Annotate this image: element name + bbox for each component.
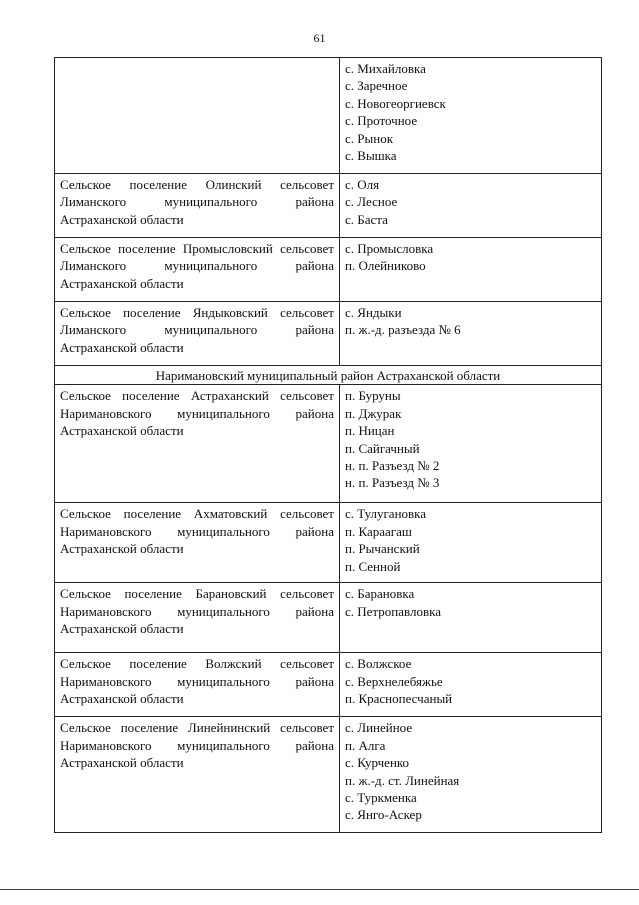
- table-row: [55, 238, 602, 302]
- locality-item: с. Заречное: [345, 78, 408, 94]
- locality-item: п. ж.-д. разъезда № 6: [345, 322, 461, 338]
- settlement-name: Сельское поселение Яндыковский сельсовет Лиманского муниципального района Астраханской области: [55, 302, 340, 366]
- region-header-row: [55, 366, 602, 385]
- table-row: [55, 653, 602, 717]
- locality-item: с. Новогеоргиевск: [345, 95, 446, 111]
- table-row: [55, 717, 602, 833]
- locality-item: п. ж.-д. ст. Линейная: [345, 772, 460, 788]
- locality-item: с. Михайловка: [345, 61, 426, 76]
- locality-item: п. Рычанский: [345, 541, 420, 557]
- settlement-name: Сельское поселение Астраханский сельсовет Наримановского муниципального района Астраханской области: [55, 385, 340, 503]
- locality-item: с. Рынок: [345, 130, 394, 146]
- localities-cell: [340, 653, 602, 717]
- locality-item: с. Проточное: [345, 113, 418, 129]
- locality-item: с. Линейное: [345, 720, 413, 736]
- table-row: [55, 58, 602, 174]
- locality-item: с. Оля: [345, 177, 380, 192]
- locality-item: п. Сенной: [345, 558, 401, 574]
- settlement-name: [55, 58, 340, 174]
- localities-cell: [340, 174, 602, 238]
- settlement-name: Сельское поселение Барановский сельсовет Наримановского муниципального района Астраханской области: [55, 583, 340, 653]
- locality-item: п. Алга: [345, 737, 386, 753]
- locality-item: с. Волжское: [345, 656, 412, 672]
- locality-item: с. Баста: [345, 211, 388, 227]
- locality-item: н. п. Разъезд № 2: [345, 458, 440, 474]
- localities-list: [345, 655, 596, 707]
- localities-list: [345, 176, 596, 228]
- table-row: [55, 385, 602, 503]
- table-row: [55, 174, 602, 238]
- localities-cell: [340, 238, 602, 302]
- region-section: [55, 366, 602, 385]
- locality-item: п. Краснопесчаный: [345, 691, 453, 707]
- localities-list: [345, 240, 596, 275]
- localities-cell: [340, 583, 602, 653]
- localities-cell: [340, 717, 602, 833]
- locality-item: с. Курченко: [345, 755, 410, 771]
- localities-cell: [340, 302, 602, 366]
- localities-cell: [340, 503, 602, 583]
- locality-item: п. Джурак: [345, 405, 402, 421]
- localities-list: [345, 60, 596, 164]
- locality-item: с. Вышка: [345, 148, 397, 164]
- locality-item: н. п. Разъезд № 3: [345, 475, 440, 491]
- localities-list: [345, 387, 596, 491]
- locality-item: с. Туркменка: [345, 790, 417, 806]
- locality-item: п. Сайгачный: [345, 440, 420, 456]
- rows-after: [55, 385, 602, 833]
- localities-cell: [340, 58, 602, 174]
- locality-item: с. Барановка: [345, 586, 415, 602]
- settlement-name: Сельское поселение Линейнинский сельсовет Наримановского муниципального района Астраханской области: [55, 717, 340, 833]
- localities-cell: [340, 385, 602, 503]
- bottom-rule: [0, 889, 639, 890]
- localities-list: [345, 585, 596, 620]
- settlements-table: [54, 57, 602, 833]
- locality-item: п. Караагаш: [345, 523, 412, 539]
- locality-item: с. Яндыки: [345, 305, 402, 320]
- localities-list: [345, 304, 596, 339]
- table-row: [55, 302, 602, 366]
- page-number: 61: [313, 31, 326, 45]
- locality-item: п. Олейниково: [345, 258, 426, 274]
- region-header: Наримановский муниципальный район Астраханской области: [55, 366, 602, 385]
- settlement-name: Сельское поселение Промысловский сельсовет Лиманского муниципального района Астраханской области: [55, 238, 340, 302]
- localities-list: [345, 505, 596, 575]
- locality-item: с. Тулугановка: [345, 506, 427, 522]
- locality-item: с. Промысловка: [345, 241, 434, 256]
- table-row: [55, 583, 602, 653]
- rows-before: [55, 58, 602, 366]
- settlement-name: Сельское поселение Волжский сельсовет Наримановского муниципального района Астраханской области: [55, 653, 340, 717]
- locality-item: с. Верхнелебяжье: [345, 673, 443, 689]
- locality-item: с. Петропавловка: [345, 603, 441, 619]
- table-row: [55, 503, 602, 583]
- locality-item: п. Буруны: [345, 388, 401, 404]
- settlement-name: Сельское поселение Ахматовский сельсовет Наримановского муниципального района Астраханской области: [55, 503, 340, 583]
- locality-item: с. Янго-Аскер: [345, 807, 422, 823]
- locality-item: п. Ницан: [345, 423, 395, 439]
- localities-list: [345, 719, 596, 823]
- locality-item: с. Лесное: [345, 194, 398, 210]
- settlement-name: Сельское поселение Олинский сельсовет Лиманского муниципального района Астраханской области: [55, 174, 340, 238]
